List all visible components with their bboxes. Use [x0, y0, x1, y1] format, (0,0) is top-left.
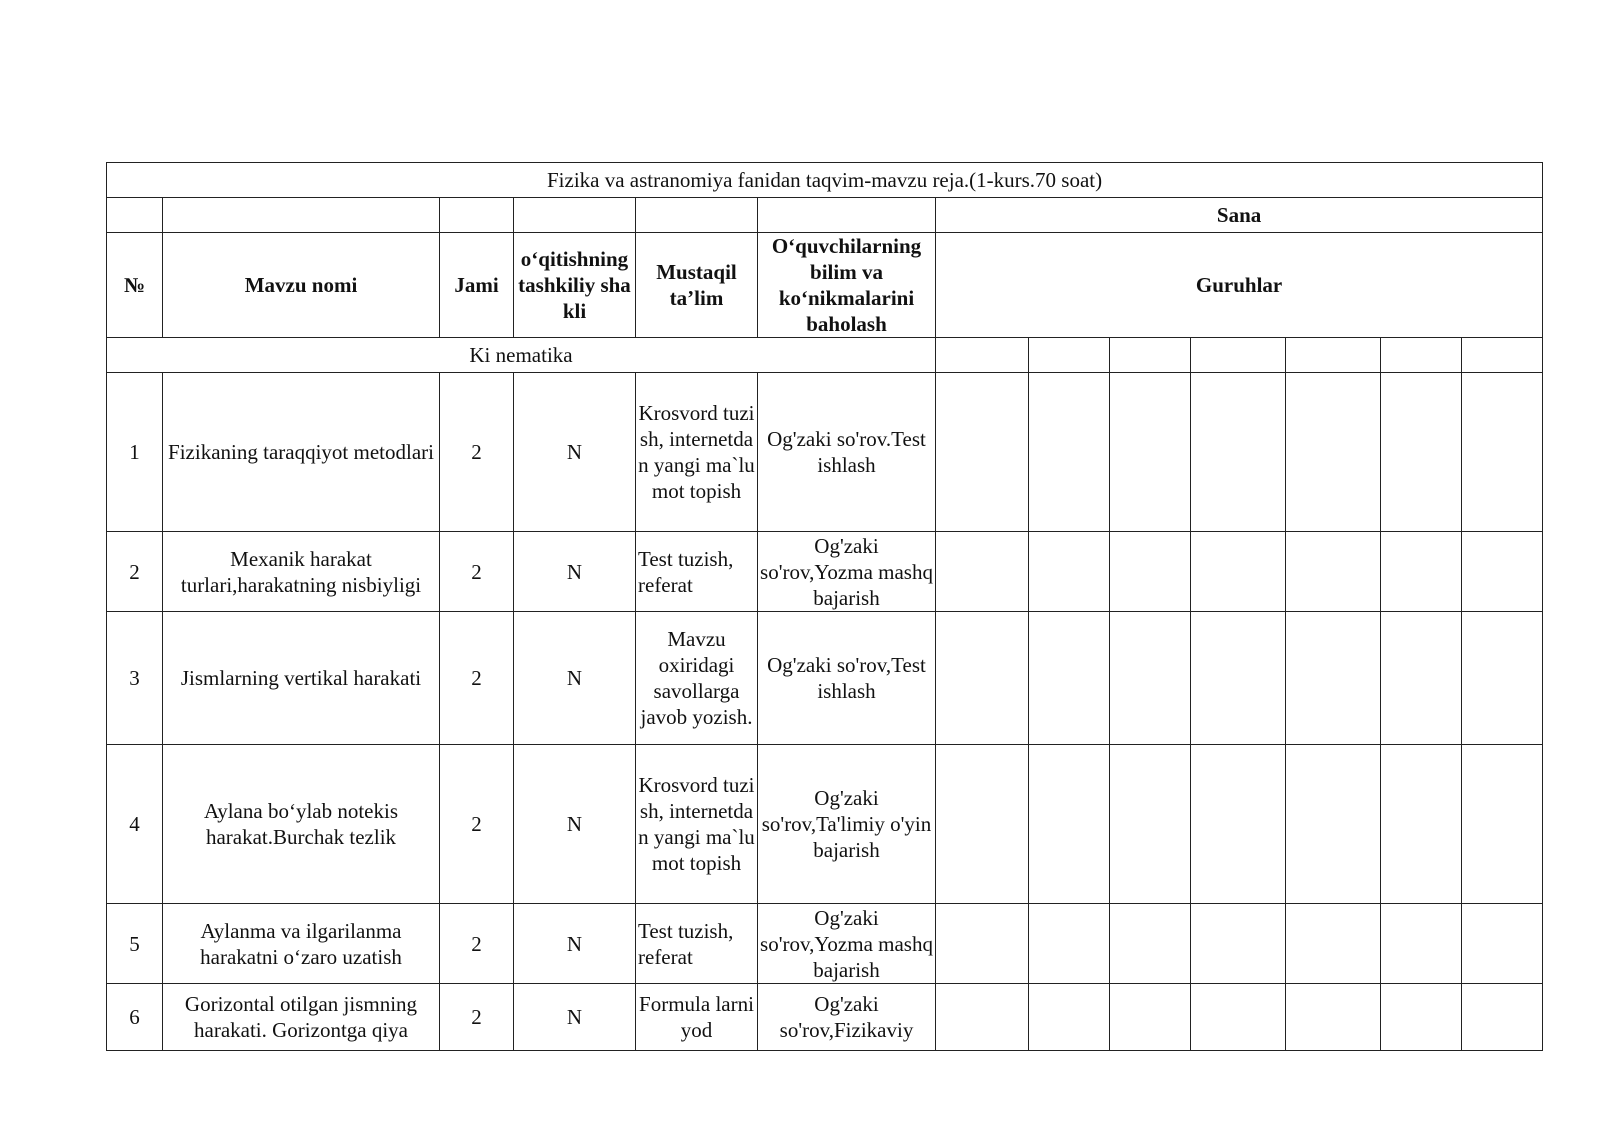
group-cell — [1191, 338, 1286, 373]
row-number: 6 — [107, 984, 163, 1051]
group-cell — [1286, 373, 1381, 532]
group-cell — [1286, 745, 1381, 904]
group-cell — [1191, 532, 1286, 612]
header-teaching-form: oʻqitishning tashkiliy shakli — [514, 233, 636, 338]
group-cell — [1286, 532, 1381, 612]
row-topic: Mexanik harakat turlari,harakatning nisbiyligi — [163, 532, 440, 612]
table-row — [107, 984, 1543, 1051]
group-cell — [1191, 373, 1286, 532]
group-cell — [1381, 904, 1462, 984]
group-cell — [936, 745, 1029, 904]
row-form: N — [514, 984, 636, 1051]
row-assessment: Og'zaki so'rov,Fizikaviy — [758, 984, 936, 1051]
row-independent: Mavzu oxiridagi savollarga javob yozish. — [636, 612, 758, 745]
group-cell — [1381, 612, 1462, 745]
header-total-hours: Jami — [440, 233, 514, 338]
row-number: 5 — [107, 904, 163, 984]
table-title: Fizika va astranomiya fanidan taqvim-mavzu reja.(1-kurs.70 soat) — [107, 163, 1543, 198]
header-independent-study: Mustaqil ta’lim — [636, 233, 758, 338]
row-assessment: Og'zaki so'rov,Test ishlash — [758, 612, 936, 745]
group-cell — [1462, 338, 1543, 373]
row-number: 4 — [107, 745, 163, 904]
row-form: N — [514, 904, 636, 984]
group-cell — [1110, 373, 1191, 532]
group-cell — [1286, 984, 1381, 1051]
row-form: N — [514, 373, 636, 532]
table-row — [107, 745, 1543, 904]
header-topic-name: Mavzu nomi — [163, 233, 440, 338]
group-cell — [1462, 532, 1543, 612]
row-independent: Krosvord tuzish, internetdan yangi ma`lumot topish — [636, 745, 758, 904]
group-cell — [936, 373, 1029, 532]
group-cell — [1381, 984, 1462, 1051]
group-cell — [1191, 904, 1286, 984]
group-cell — [1286, 612, 1381, 745]
row-number: 3 — [107, 612, 163, 745]
group-cell — [1110, 904, 1191, 984]
empty-cell — [514, 198, 636, 233]
header-sana: Sana — [936, 198, 1543, 233]
row-total: 2 — [440, 984, 514, 1051]
row-independent: Test tuzish, referat — [636, 904, 758, 984]
group-cell — [1110, 532, 1191, 612]
group-cell — [1191, 984, 1286, 1051]
row-form: N — [514, 532, 636, 612]
group-cell — [1029, 984, 1110, 1051]
row-independent: Krosvord tuzish, internetdan yangi ma`lumot topish — [636, 373, 758, 532]
row-independent: Test tuzish, referat — [636, 532, 758, 612]
calendar-plan-table — [106, 162, 1543, 1051]
group-cell — [1029, 338, 1110, 373]
table-row — [107, 373, 1543, 532]
table-row — [107, 904, 1543, 984]
group-cell — [1462, 745, 1543, 904]
group-cell — [1191, 612, 1286, 745]
row-topic: Aylana boʻylab notekis harakat.Burchak tezlik — [163, 745, 440, 904]
group-cell — [1191, 745, 1286, 904]
section-title: Ki nematika — [107, 338, 936, 373]
row-assessment: Og'zaki so'rov,Yozma mashq bajarish — [758, 904, 936, 984]
group-cell — [1462, 984, 1543, 1051]
group-cell — [1381, 745, 1462, 904]
row-topic: Aylanma va ilgarilanma harakatni oʻzaro uzatish — [163, 904, 440, 984]
group-cell — [1110, 745, 1191, 904]
group-cell — [1029, 373, 1110, 532]
header-groups: Guruhlar — [936, 233, 1543, 338]
group-cell — [1110, 612, 1191, 745]
row-form: N — [514, 745, 636, 904]
empty-cell — [107, 198, 163, 233]
row-form: N — [514, 612, 636, 745]
header-assessment: Oʻquvchilarning bilim va koʻnikmalarini baholash — [758, 233, 936, 338]
empty-cell — [758, 198, 936, 233]
table-row — [107, 532, 1543, 612]
row-total: 2 — [440, 532, 514, 612]
group-cell — [1381, 532, 1462, 612]
group-cell — [936, 984, 1029, 1051]
row-topic: Fizikaning taraqqiyot metodlari — [163, 373, 440, 532]
group-cell — [1029, 532, 1110, 612]
group-cell — [1029, 612, 1110, 745]
group-cell — [936, 612, 1029, 745]
group-cell — [936, 532, 1029, 612]
group-cell — [1110, 338, 1191, 373]
empty-cell — [163, 198, 440, 233]
group-cell — [1286, 904, 1381, 984]
row-total: 2 — [440, 904, 514, 984]
group-cell — [1029, 745, 1110, 904]
group-cell — [1286, 338, 1381, 373]
row-number: 1 — [107, 373, 163, 532]
row-topic: Jismlarning vertikal harakati — [163, 612, 440, 745]
group-cell — [1462, 373, 1543, 532]
group-cell — [936, 338, 1029, 373]
row-total: 2 — [440, 745, 514, 904]
row-assessment: Og'zaki so'rov,Ta'limiy o'yin bajarish — [758, 745, 936, 904]
row-independent: Formula larni yod — [636, 984, 758, 1051]
group-cell — [1110, 984, 1191, 1051]
group-cell — [1029, 904, 1110, 984]
group-cell — [1462, 612, 1543, 745]
row-assessment: Og'zaki so'rov.Test ishlash — [758, 373, 936, 532]
row-number: 2 — [107, 532, 163, 612]
row-topic: Gorizontal otilgan jismning harakati. Gorizontga qiya — [163, 984, 440, 1051]
table-row — [107, 612, 1543, 745]
row-assessment: Og'zaki so'rov,Yozma mashq bajarish — [758, 532, 936, 612]
empty-cell — [440, 198, 514, 233]
group-cell — [1462, 904, 1543, 984]
empty-cell — [636, 198, 758, 233]
group-cell — [1381, 373, 1462, 532]
row-total: 2 — [440, 373, 514, 532]
group-cell — [936, 904, 1029, 984]
group-cell — [1381, 338, 1462, 373]
header-number: № — [107, 233, 163, 338]
row-total: 2 — [440, 612, 514, 745]
